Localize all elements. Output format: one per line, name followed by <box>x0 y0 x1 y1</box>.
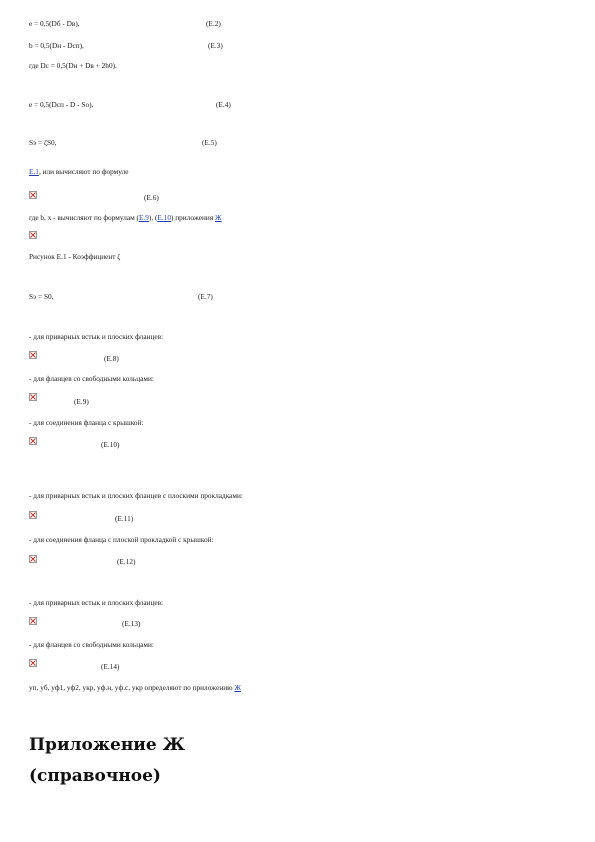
list-item: - для фланцев со свободными кольцами: <box>29 640 154 649</box>
formula-number: (Е.2) <box>206 19 221 28</box>
appendix-title: Приложение Ж <box>29 735 185 755</box>
link-appendix-zh[interactable]: Ж <box>215 213 222 222</box>
list-item: - для приварных встык и плоских фланцев: <box>29 598 164 607</box>
paragraph-text: ), ( <box>148 213 158 222</box>
formula-number: (Е.13) <box>122 619 141 628</box>
formula-number: (Е.6) <box>144 193 159 202</box>
broken-image-icon <box>30 192 36 198</box>
broken-image-icon <box>30 232 36 238</box>
list-item: - для фланцев со свободными кольцами: <box>29 374 154 383</box>
formula-number: (Е.7) <box>198 292 213 301</box>
formula-e3: b = 0,5(Dн - Dсп), <box>29 41 84 50</box>
formula-number: (Е.9) <box>74 397 89 406</box>
broken-image-icon <box>30 512 36 518</box>
formula-dc: где Dс = 0,5(Dн + Dв + 2h0). <box>29 61 117 70</box>
formula-number: (Е.5) <box>202 138 217 147</box>
broken-image-icon <box>30 618 36 624</box>
formula-number: (Е.11) <box>115 514 134 523</box>
formula-e7: Sэ = S0, <box>29 292 54 301</box>
formula-number: (Е.4) <box>216 100 231 109</box>
formula-number: (Е.8) <box>104 354 119 363</box>
formula-image-e10 <box>29 437 37 445</box>
formula-e2: e = 0,5(Dб - Dв), <box>29 19 80 28</box>
formula-image-e13 <box>29 617 37 625</box>
formula-e4: e = 0,5(Dсп - D - Sо), <box>29 100 94 109</box>
formula-image-e9 <box>29 393 37 401</box>
list-item: - для приварных встык и плоских фланцев с плоскими прокладками: <box>29 491 243 500</box>
formula-image-e8 <box>29 351 37 359</box>
figure-image-e1 <box>29 231 37 239</box>
link-formula-e10[interactable]: Е.10 <box>157 213 171 222</box>
formula-image-e11 <box>29 511 37 519</box>
broken-image-icon <box>30 352 36 358</box>
formula-image-e6 <box>29 191 37 199</box>
paragraph-where <box>29 213 222 222</box>
link-figure-e1[interactable]: Е.1 <box>29 167 39 176</box>
formula-image-e14 <box>29 659 37 667</box>
broken-image-icon <box>30 660 36 666</box>
link-formula-e9[interactable]: Е.9 <box>138 213 149 222</box>
figure-caption: Рисунок Е.1 - Коэффициент ζ <box>29 252 121 261</box>
formula-number: (Е.12) <box>117 557 136 566</box>
paragraph-text: где b, x - вычисляют по формулам ( <box>29 213 139 222</box>
formula-number: (Е.14) <box>101 662 120 671</box>
paragraph-coefficients <box>29 683 241 692</box>
formula-image-e12 <box>29 555 37 563</box>
broken-image-icon <box>30 394 36 400</box>
formula-number: (Е.3) <box>208 41 223 50</box>
list-item: - для соединения фланца с плоской прокладкой с крышкой: <box>29 535 214 544</box>
paragraph-text: ) приложения <box>171 213 215 222</box>
broken-image-icon <box>30 556 36 562</box>
formula-e5: Sэ = ζS0, <box>29 138 57 147</box>
formula-number: (Е.10) <box>101 440 120 449</box>
link-appendix-zh[interactable]: Ж <box>234 683 241 692</box>
paragraph-text: yп, yб, yф1, yф2, yкр, yф.н, yф.с, yкр определяют по приложению <box>29 683 235 692</box>
paragraph-figure-ref <box>29 167 129 176</box>
broken-image-icon <box>30 438 36 444</box>
appendix-subtitle: (справочное) <box>29 766 161 786</box>
paragraph-text: , или вычисляют по формуле <box>38 167 129 176</box>
list-item: - для соединения фланца с крышкой: <box>29 418 144 427</box>
list-item: - для приварных встык и плоских фланцев: <box>29 332 164 341</box>
